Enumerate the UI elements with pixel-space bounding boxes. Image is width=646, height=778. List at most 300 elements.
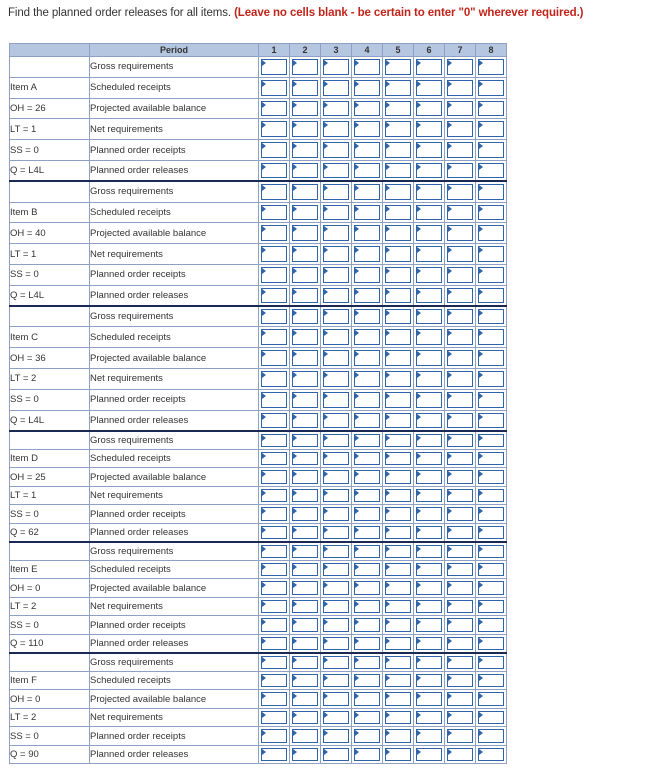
answer-input[interactable]: [416, 729, 442, 743]
answer-input[interactable]: [292, 692, 318, 706]
answer-input[interactable]: [323, 205, 349, 221]
answer-input[interactable]: [447, 392, 473, 408]
answer-cell: [414, 77, 445, 98]
answer-input[interactable]: [385, 184, 411, 199]
answer-input[interactable]: [416, 246, 442, 262]
answer-input[interactable]: [416, 163, 442, 178]
answer-input[interactable]: [447, 329, 473, 345]
answer-input[interactable]: [478, 350, 504, 366]
answer-input[interactable]: [385, 489, 411, 503]
answer-input[interactable]: [292, 581, 318, 595]
answer-cell: [259, 523, 290, 542]
answer-input[interactable]: [261, 656, 287, 669]
answer-input[interactable]: [447, 225, 473, 241]
answer-input[interactable]: [478, 748, 504, 762]
answer-input[interactable]: [354, 563, 380, 577]
answer-input[interactable]: [354, 452, 380, 466]
answer-input[interactable]: [323, 163, 349, 178]
answer-input[interactable]: [292, 392, 318, 408]
answer-input[interactable]: [354, 246, 380, 262]
answer-input[interactable]: [261, 80, 287, 96]
answer-input[interactable]: [478, 470, 504, 484]
answer-input[interactable]: [323, 267, 349, 283]
answer-input[interactable]: [354, 545, 380, 558]
answer-input[interactable]: [385, 288, 411, 303]
answer-input[interactable]: [323, 80, 349, 96]
answer-input[interactable]: [447, 452, 473, 466]
answer-input[interactable]: [416, 470, 442, 484]
answer-input[interactable]: [416, 184, 442, 199]
answer-input[interactable]: [354, 225, 380, 241]
answer-input[interactable]: [261, 225, 287, 241]
answer-input[interactable]: [416, 309, 442, 324]
answer-input[interactable]: [292, 656, 318, 669]
answer-input[interactable]: [416, 692, 442, 706]
answer-input[interactable]: [292, 452, 318, 466]
answer-input[interactable]: [447, 163, 473, 178]
mrp-row-gross-requirements: [10, 653, 507, 672]
answer-input[interactable]: [354, 184, 380, 199]
answer-input[interactable]: [323, 288, 349, 303]
answer-input[interactable]: [354, 329, 380, 345]
answer-input[interactable]: [447, 526, 473, 539]
answer-input[interactable]: [292, 434, 318, 447]
answer-input[interactable]: [447, 80, 473, 96]
answer-input[interactable]: [478, 59, 504, 75]
answer-input[interactable]: [292, 507, 318, 521]
answer-input[interactable]: [261, 452, 287, 466]
answer-input[interactable]: [447, 563, 473, 577]
answer-input[interactable]: [385, 59, 411, 75]
answer-input[interactable]: [292, 59, 318, 75]
answer-input[interactable]: [323, 371, 349, 387]
answer-input[interactable]: [447, 350, 473, 366]
answer-input[interactable]: [416, 59, 442, 75]
answer-input[interactable]: [416, 452, 442, 466]
answer-input[interactable]: [292, 121, 318, 137]
answer-input[interactable]: [292, 350, 318, 366]
answer-input[interactable]: [292, 205, 318, 221]
answer-input[interactable]: [416, 656, 442, 669]
answer-input[interactable]: [416, 674, 442, 688]
answer-input[interactable]: [354, 674, 380, 688]
answer-input[interactable]: [292, 526, 318, 539]
answer-input[interactable]: [292, 563, 318, 577]
answer-input[interactable]: [447, 121, 473, 137]
answer-input[interactable]: [323, 581, 349, 595]
answer-input[interactable]: [354, 470, 380, 484]
answer-input[interactable]: [354, 80, 380, 96]
answer-input[interactable]: [385, 526, 411, 539]
answer-cell: [321, 77, 352, 98]
answer-input[interactable]: [478, 526, 504, 539]
answer-input[interactable]: [323, 413, 349, 428]
answer-input[interactable]: [292, 288, 318, 303]
answer-input[interactable]: [323, 309, 349, 324]
answer-input[interactable]: [478, 637, 504, 650]
answer-input[interactable]: [416, 413, 442, 428]
answer-input[interactable]: [416, 350, 442, 366]
answer-input[interactable]: [354, 267, 380, 283]
answer-input[interactable]: [292, 729, 318, 743]
answer-input[interactable]: [416, 600, 442, 614]
answer-input[interactable]: [416, 205, 442, 221]
answer-cell: [352, 690, 383, 709]
answer-input[interactable]: [292, 80, 318, 96]
answer-input[interactable]: [416, 711, 442, 725]
answer-input[interactable]: [323, 563, 349, 577]
answer-input[interactable]: [261, 288, 287, 303]
answer-input[interactable]: [416, 489, 442, 503]
answer-input[interactable]: [478, 563, 504, 577]
answer-input[interactable]: [385, 267, 411, 283]
answer-input[interactable]: [478, 434, 504, 447]
answer-input[interactable]: [323, 121, 349, 137]
answer-input[interactable]: [292, 674, 318, 688]
answer-input[interactable]: [478, 288, 504, 303]
answer-input[interactable]: [261, 545, 287, 558]
answer-input[interactable]: [447, 674, 473, 688]
answer-input[interactable]: [416, 288, 442, 303]
answer-input[interactable]: [385, 121, 411, 137]
answer-input[interactable]: [416, 101, 442, 117]
answer-input[interactable]: [261, 101, 287, 117]
answer-input[interactable]: [292, 489, 318, 503]
answer-input[interactable]: [323, 507, 349, 521]
answer-input[interactable]: [292, 309, 318, 324]
answer-input[interactable]: [354, 711, 380, 725]
answer-input[interactable]: [292, 545, 318, 558]
answer-input[interactable]: [478, 489, 504, 503]
answer-input[interactable]: [478, 142, 504, 158]
answer-input[interactable]: [447, 545, 473, 558]
answer-input[interactable]: [261, 413, 287, 428]
answer-input[interactable]: [478, 452, 504, 466]
answer-input[interactable]: [292, 101, 318, 117]
answer-input[interactable]: [416, 267, 442, 283]
answer-input[interactable]: [261, 600, 287, 614]
answer-input[interactable]: [354, 413, 380, 428]
answer-input[interactable]: [354, 350, 380, 366]
answer-input[interactable]: [447, 618, 473, 632]
answer-input[interactable]: [261, 489, 287, 503]
answer-input[interactable]: [385, 329, 411, 345]
answer-input[interactable]: [292, 163, 318, 178]
answer-input[interactable]: [478, 267, 504, 283]
answer-input[interactable]: [478, 163, 504, 178]
answer-input[interactable]: [447, 748, 473, 762]
answer-input[interactable]: [447, 288, 473, 303]
answer-input[interactable]: [354, 526, 380, 539]
answer-input[interactable]: [447, 507, 473, 521]
answer-input[interactable]: [354, 101, 380, 117]
answer-input[interactable]: [478, 711, 504, 725]
answer-cell: [352, 449, 383, 468]
answer-input[interactable]: [323, 350, 349, 366]
answer-input[interactable]: [447, 205, 473, 221]
answer-input[interactable]: [385, 618, 411, 632]
answer-input[interactable]: [447, 581, 473, 595]
answer-input[interactable]: [292, 225, 318, 241]
answer-input[interactable]: [261, 205, 287, 221]
answer-input[interactable]: [323, 246, 349, 262]
answer-input[interactable]: [447, 434, 473, 447]
answer-input[interactable]: [478, 618, 504, 632]
answer-input[interactable]: [354, 288, 380, 303]
answer-input[interactable]: [323, 329, 349, 345]
answer-input[interactable]: [354, 748, 380, 762]
answer-input[interactable]: [385, 142, 411, 158]
answer-cell: [290, 745, 321, 764]
answer-input[interactable]: [292, 711, 318, 725]
answer-input[interactable]: [261, 637, 287, 650]
answer-input[interactable]: [478, 121, 504, 137]
answer-input[interactable]: [292, 329, 318, 345]
answer-input[interactable]: [478, 545, 504, 558]
answer-input[interactable]: [354, 637, 380, 650]
answer-input[interactable]: [261, 729, 287, 743]
answer-input[interactable]: [261, 246, 287, 262]
answer-input[interactable]: [478, 246, 504, 262]
answer-input[interactable]: [323, 59, 349, 75]
answer-input[interactable]: [385, 101, 411, 117]
answer-input[interactable]: [323, 142, 349, 158]
answer-input[interactable]: [478, 371, 504, 387]
answer-input[interactable]: [323, 692, 349, 706]
answer-input[interactable]: [354, 489, 380, 503]
answer-input[interactable]: [261, 267, 287, 283]
answer-input[interactable]: [416, 637, 442, 650]
answer-input[interactable]: [354, 121, 380, 137]
answer-input[interactable]: [261, 618, 287, 632]
answer-cell: [352, 264, 383, 285]
answer-input[interactable]: [478, 581, 504, 595]
answer-input[interactable]: [416, 392, 442, 408]
answer-input[interactable]: [447, 309, 473, 324]
answer-input[interactable]: [323, 452, 349, 466]
answer-input[interactable]: [385, 507, 411, 521]
answer-input[interactable]: [478, 692, 504, 706]
answer-input[interactable]: [323, 489, 349, 503]
answer-input[interactable]: [261, 434, 287, 447]
answer-input[interactable]: [354, 163, 380, 178]
answer-input[interactable]: [385, 392, 411, 408]
answer-input[interactable]: [261, 507, 287, 521]
answer-input[interactable]: [323, 748, 349, 762]
answer-input[interactable]: [292, 184, 318, 199]
answer-input[interactable]: [447, 729, 473, 743]
answer-input[interactable]: [478, 392, 504, 408]
answer-input[interactable]: [416, 142, 442, 158]
answer-input[interactable]: [354, 392, 380, 408]
answer-input[interactable]: [354, 729, 380, 743]
answer-input[interactable]: [354, 205, 380, 221]
answer-input[interactable]: [385, 581, 411, 595]
answer-input[interactable]: [385, 434, 411, 447]
answer-input[interactable]: [323, 470, 349, 484]
answer-input[interactable]: [323, 434, 349, 447]
answer-input[interactable]: [261, 392, 287, 408]
answer-input[interactable]: [447, 600, 473, 614]
answer-cell: [290, 264, 321, 285]
answer-input[interactable]: [292, 600, 318, 614]
answer-input[interactable]: [261, 59, 287, 75]
answer-input[interactable]: [323, 729, 349, 743]
answer-input[interactable]: [416, 434, 442, 447]
answer-input[interactable]: [354, 507, 380, 521]
answer-input[interactable]: [385, 80, 411, 96]
answer-input[interactable]: [261, 184, 287, 199]
answer-input[interactable]: [385, 225, 411, 241]
answer-input[interactable]: [478, 205, 504, 221]
answer-input[interactable]: [385, 748, 411, 762]
answer-input[interactable]: [447, 489, 473, 503]
answer-input[interactable]: [416, 618, 442, 632]
answer-input[interactable]: [261, 350, 287, 366]
answer-input[interactable]: [416, 526, 442, 539]
answer-input[interactable]: [323, 184, 349, 199]
answer-input[interactable]: [385, 413, 411, 428]
answer-cell: [290, 449, 321, 468]
answer-input[interactable]: [416, 371, 442, 387]
answer-input[interactable]: [416, 225, 442, 241]
answer-input[interactable]: [385, 163, 411, 178]
answer-input[interactable]: [261, 142, 287, 158]
answer-input[interactable]: [447, 246, 473, 262]
answer-input[interactable]: [478, 729, 504, 743]
answer-input[interactable]: [385, 674, 411, 688]
answer-input[interactable]: [292, 618, 318, 632]
answer-input[interactable]: [261, 163, 287, 178]
answer-input[interactable]: [323, 526, 349, 539]
answer-input[interactable]: [447, 692, 473, 706]
answer-input[interactable]: [323, 545, 349, 558]
answer-input[interactable]: [416, 507, 442, 521]
answer-input[interactable]: [385, 309, 411, 324]
answer-input[interactable]: [416, 581, 442, 595]
answer-input[interactable]: [385, 729, 411, 743]
answer-input[interactable]: [478, 656, 504, 669]
answer-cell: [414, 306, 445, 327]
answer-input[interactable]: [261, 563, 287, 577]
answer-input[interactable]: [323, 392, 349, 408]
answer-input[interactable]: [385, 563, 411, 577]
answer-input[interactable]: [385, 452, 411, 466]
answer-input[interactable]: [447, 184, 473, 199]
answer-input[interactable]: [323, 600, 349, 614]
answer-input[interactable]: [354, 434, 380, 447]
answer-input[interactable]: [323, 225, 349, 241]
answer-input[interactable]: [385, 600, 411, 614]
answer-input[interactable]: [261, 581, 287, 595]
answer-input[interactable]: [354, 142, 380, 158]
answer-input[interactable]: [416, 121, 442, 137]
answer-input[interactable]: [478, 80, 504, 96]
answer-input[interactable]: [354, 371, 380, 387]
answer-input[interactable]: [385, 246, 411, 262]
answer-input[interactable]: [385, 371, 411, 387]
answer-input[interactable]: [478, 674, 504, 688]
answer-input[interactable]: [385, 692, 411, 706]
answer-input[interactable]: [354, 656, 380, 669]
answer-input[interactable]: [385, 711, 411, 725]
answer-input[interactable]: [447, 101, 473, 117]
answer-input[interactable]: [354, 309, 380, 324]
answer-input[interactable]: [478, 507, 504, 521]
answer-input[interactable]: [354, 59, 380, 75]
answer-input[interactable]: [478, 413, 504, 428]
answer-input[interactable]: [447, 267, 473, 283]
answer-input[interactable]: [385, 205, 411, 221]
answer-input[interactable]: [478, 184, 504, 199]
answer-input[interactable]: [323, 618, 349, 632]
answer-input[interactable]: [292, 637, 318, 650]
answer-input[interactable]: [416, 80, 442, 96]
answer-input[interactable]: [447, 142, 473, 158]
answer-input[interactable]: [416, 545, 442, 558]
answer-input[interactable]: [292, 267, 318, 283]
answer-input[interactable]: [385, 470, 411, 484]
answer-input[interactable]: [447, 711, 473, 725]
answer-input[interactable]: [354, 600, 380, 614]
answer-input[interactable]: [292, 470, 318, 484]
answer-input[interactable]: [385, 350, 411, 366]
answer-input[interactable]: [261, 711, 287, 725]
answer-input[interactable]: [447, 413, 473, 428]
answer-input[interactable]: [354, 618, 380, 632]
answer-input[interactable]: [292, 748, 318, 762]
answer-input[interactable]: [447, 371, 473, 387]
answer-input[interactable]: [292, 413, 318, 428]
answer-input[interactable]: [261, 329, 287, 345]
answer-input[interactable]: [478, 329, 504, 345]
answer-input[interactable]: [292, 246, 318, 262]
answer-input[interactable]: [261, 470, 287, 484]
answer-input[interactable]: [323, 711, 349, 725]
answer-input[interactable]: [323, 674, 349, 688]
answer-input[interactable]: [323, 101, 349, 117]
answer-input[interactable]: [416, 748, 442, 762]
answer-input[interactable]: [385, 656, 411, 669]
answer-input[interactable]: [478, 225, 504, 241]
answer-input[interactable]: [261, 692, 287, 706]
answer-cell: [414, 327, 445, 348]
answer-input[interactable]: [323, 656, 349, 669]
answer-input[interactable]: [292, 142, 318, 158]
answer-input[interactable]: [447, 470, 473, 484]
answer-input[interactable]: [416, 563, 442, 577]
answer-input[interactable]: [261, 371, 287, 387]
answer-input[interactable]: [447, 656, 473, 669]
answer-input[interactable]: [416, 329, 442, 345]
answer-input[interactable]: [261, 309, 287, 324]
answer-input[interactable]: [261, 526, 287, 539]
answer-input[interactable]: [478, 101, 504, 117]
answer-input[interactable]: [447, 59, 473, 75]
answer-input[interactable]: [323, 637, 349, 650]
answer-input[interactable]: [261, 748, 287, 762]
answer-input[interactable]: [261, 121, 287, 137]
answer-input[interactable]: [478, 600, 504, 614]
answer-input[interactable]: [385, 637, 411, 650]
answer-input[interactable]: [354, 581, 380, 595]
answer-input[interactable]: [447, 637, 473, 650]
answer-input[interactable]: [292, 371, 318, 387]
answer-input[interactable]: [385, 545, 411, 558]
answer-input[interactable]: [478, 309, 504, 324]
answer-input[interactable]: [354, 692, 380, 706]
answer-input[interactable]: [261, 674, 287, 688]
